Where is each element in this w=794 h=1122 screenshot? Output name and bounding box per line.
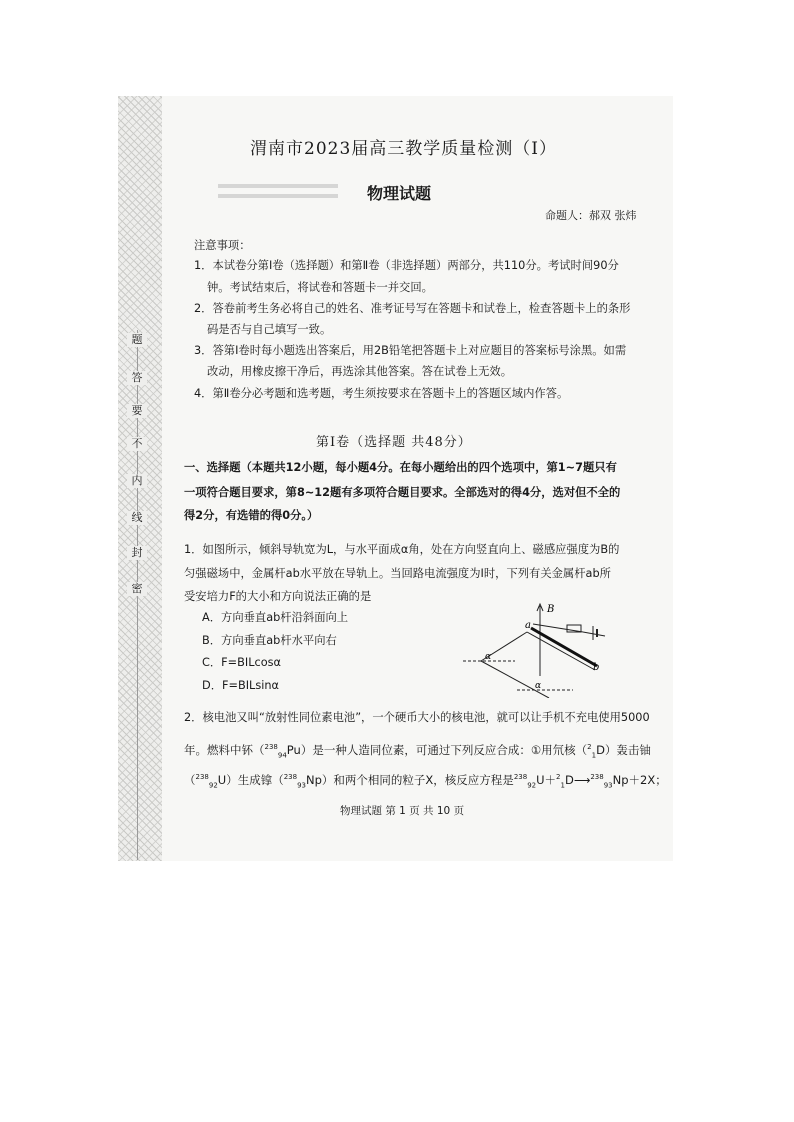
question-1-option-b: B．方向垂直ab杆水平向右 xyxy=(202,634,337,647)
binding-char: 要 xyxy=(127,404,147,418)
page-subtitle: 物理试题 xyxy=(367,184,432,203)
question-1-option-a: A．方向垂直ab杆沿斜面向上 xyxy=(202,611,349,624)
question-1-stem: 匀强磁场中，金属杆ab水平放在导轨上。当回路电流强度为I时，下列有关金属杆ab所 xyxy=(184,567,611,580)
notes-line: 4．第Ⅱ卷分必考题和选考题，考生须按要求在答题卡上的答题区域内作答。 xyxy=(194,387,569,400)
authors: 命题人：郝双 张炜 xyxy=(545,209,637,222)
notes-line: 改动，用橡皮擦干净后，再选涂其他答案。答在试卷上无效。 xyxy=(207,365,513,378)
question-1-stem: 1．如图所示，倾斜导轨宽为L，与水平面成α角，处在方向竖直向上、磁感应强度为B的 xyxy=(184,543,620,556)
question-1-option-c: C．F=BILcosα xyxy=(202,656,281,669)
notes-line: 2．答卷前考生务必将自己的姓名、准考证号写在答题卡和试卷上，检查答题卡上的条形 xyxy=(194,302,631,315)
label-a: a xyxy=(525,620,531,631)
rail-diagram xyxy=(455,598,640,698)
question-2-line-3: （$^{238}_{92}$U）生成镎（$^{238}_{93}$Np）和两个相同的粒子X，核反应方程是$^{238}_{92}$U＋$^2_1$D⟶$^{238}_{93}$Np＋2X； xyxy=(184,773,667,790)
question-2-line-2: 年。燃料中钚（$^{238}_{94}$Pu）是一种人造同位素，可通过下列反应合成：①用氘核（$^2_1$D）轰击铀 xyxy=(184,743,651,760)
label-alpha-1: α xyxy=(485,652,492,662)
notes-line: 码是否与自己填写一致。 xyxy=(207,323,332,336)
question-1-option-d: D．F=BILsinα xyxy=(202,679,279,692)
binding-char: 不 xyxy=(127,437,147,451)
arrow-icon: ⟶ xyxy=(573,773,591,787)
notes-line: 钟。考试结束后，将试卷和答题卡一并交回。 xyxy=(207,281,433,294)
section-title: 第Ⅰ卷（选择题 共48分） xyxy=(316,435,472,450)
bleed-through-marks xyxy=(218,178,338,208)
binding-char: 答 xyxy=(127,371,147,385)
notes-line: 1．本试卷分第Ⅰ卷（选择题）和第Ⅱ卷（非选择题）两部分，共110分。考试时间90分 xyxy=(194,259,619,272)
binding-char: 内 xyxy=(127,474,147,488)
notes-line: 3．答第Ⅰ卷时每小题选出答案后，用2B铅笔把答题卡上对应题目的答案标号涂黑。如需 xyxy=(194,344,627,357)
notes-heading: 注意事项： xyxy=(194,239,251,252)
label-alpha-2: α xyxy=(535,681,542,691)
label-b: b xyxy=(593,662,600,673)
rail-top xyxy=(527,632,595,670)
label-B: B xyxy=(547,604,555,615)
binding-char: 题 xyxy=(127,333,147,347)
binding-char: 封 xyxy=(127,546,147,560)
binding-char: 线 xyxy=(127,511,147,525)
metal-rod xyxy=(531,628,597,666)
section-instructions: 一项符合题目要求，第8~12题有多项符合题目要求。全部选对的得4分，选对但不全的 xyxy=(184,486,621,499)
rail-bottom xyxy=(481,661,549,698)
wire-battery xyxy=(583,632,605,636)
section-instructions: 得2分，有选错的得0分。） xyxy=(184,509,319,522)
question-2-stem: 2．核电池又叫“放射性同位素电池”，一个硬币大小的核电池，就可以让手机不充电使用5000 xyxy=(184,711,650,724)
section-instructions: 一、选择题（本题共12小题，每小题4分。在每小题给出的四个选项中，第1~7题只有 xyxy=(184,461,617,474)
page-footer: 物理试题 第 1 页 共 10 页 xyxy=(340,805,465,817)
page-title: 渭南市2023届高三教学质量检测（Ⅰ） xyxy=(250,139,557,159)
binding-char: 密 xyxy=(127,582,147,596)
question-1-stem: 受安培力F的大小和方向说法正确的是 xyxy=(184,590,372,603)
